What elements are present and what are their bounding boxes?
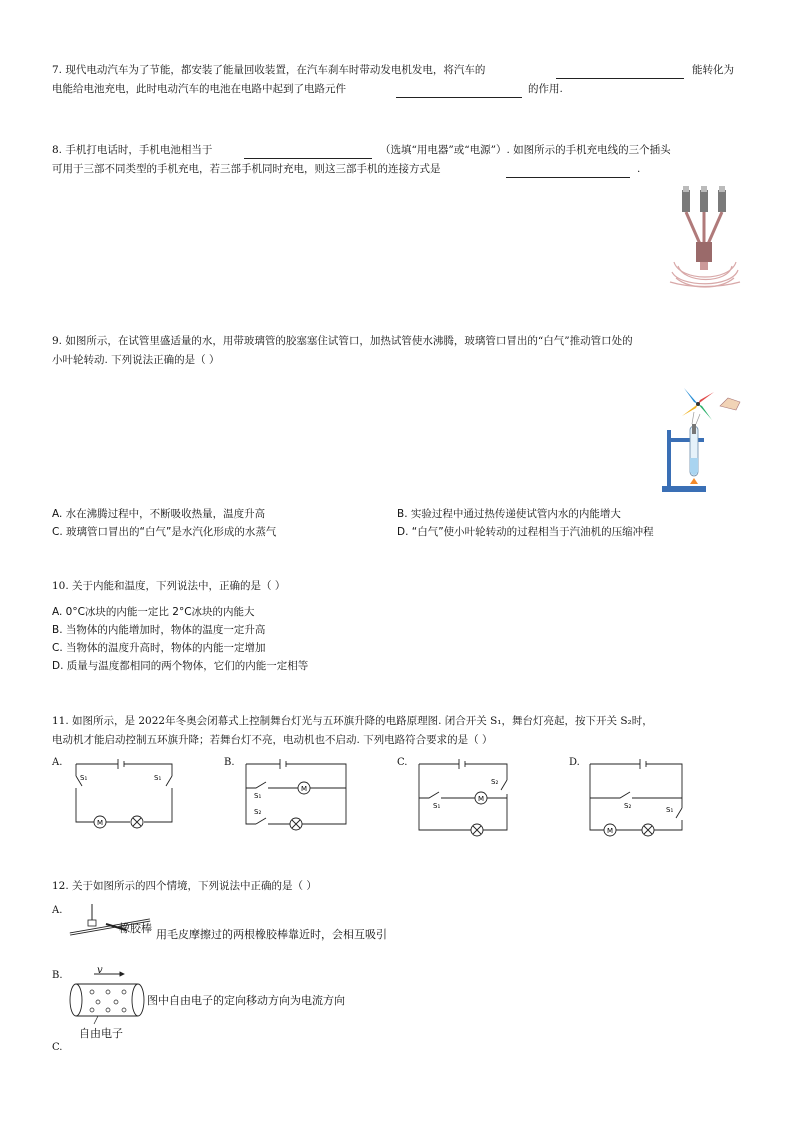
q7-blank-2[interactable] — [396, 87, 522, 98]
q11-option-a-label[interactable]: A. — [52, 757, 63, 768]
q9-option-c[interactable]: C. 玻璃管口冒出的“白气”是水汽化形成的水蒸气 — [52, 526, 277, 538]
circuit-a-motor-label: M — [97, 819, 104, 827]
q12-option-c-label[interactable]: C. — [52, 1042, 63, 1053]
q12-option-a-text[interactable]: 用毛皮摩擦过的两根橡胶棒靠近时，会相互吸引 — [156, 928, 387, 941]
circuit-a-s1-label: S₁ — [80, 774, 88, 782]
q10-option-d[interactable]: D. 质量与温度都相同的两个物体，它们的内能一定相等 — [52, 660, 309, 672]
q11-line1: 11. 如图所示，是 2022年冬奥会闭幕式上控制舞台灯光与五环旗升降的电路原理图. 闭合开关 S₁，舞台灯亮起，按下开关 S₂时， — [52, 715, 653, 727]
circuit-c-s1-label: S₁ — [433, 802, 441, 810]
circuit-b-s1-label: S₁ — [254, 792, 262, 800]
q12-a-figure-label: 橡胶棒 — [119, 922, 152, 935]
q8-line2: 可用于三部不同类型的手机充电，若三部手机同时充电，则这三部手机的连接方式是 — [52, 163, 441, 175]
q8-blank-1[interactable] — [244, 148, 372, 159]
q9-line2: 小叶轮转动. 下列说法正确的是（ ） — [52, 354, 220, 366]
q9-option-b[interactable]: B. 实验过程中通过热传递使试管内水的内能增大 — [397, 508, 621, 520]
q11-option-b-label[interactable]: B. — [224, 757, 235, 768]
q12-b-figure-label: 自由电子 — [79, 1027, 123, 1040]
circuit-a-s2-label: S₁ — [154, 774, 162, 782]
charging-cable-image — [670, 182, 740, 288]
q8-line1: 8. 手机打电话时，手机电池相当于 — [52, 144, 213, 156]
circuit-c-s2-label: S₂ — [491, 778, 499, 786]
q10-option-c[interactable]: C. 当物体的温度升高时，物体的内能一定增加 — [52, 642, 266, 654]
q12-option-b-label[interactable]: B. — [52, 970, 63, 981]
q11-option-c-label[interactable]: C. — [397, 757, 408, 768]
q12-option-a-label[interactable]: A. — [52, 905, 63, 916]
q12-title: 12. 关于如图所示的四个情境，下列说法中正确的是（ ） — [52, 880, 317, 892]
circuit-c-motor-label: M — [478, 795, 485, 803]
q10-title: 10. 关于内能和温度，下列说法中，正确的是（ ） — [52, 580, 286, 592]
circuit-d-s2-label: S₂ — [624, 802, 632, 810]
circuit-b-diagram — [240, 758, 352, 830]
q8-blank-2[interactable] — [506, 167, 630, 178]
q8-line2-end: . — [637, 163, 641, 175]
circuit-d-motor-label: M — [607, 827, 614, 835]
q7-line1: 7. 现代电动汽车为了节能，都安装了能量回收装置，在汽车刹车时带动发电机发电，将汽车的 — [52, 64, 486, 76]
q8-line1-end: （选填“用电器”或“电源”）. 如图所示的手机充电线的三个插头 — [380, 144, 671, 156]
q10-option-b[interactable]: B. 当物体的内能增加时，物体的温度一定升高 — [52, 624, 266, 636]
q7-line2-end: 的作用. — [528, 83, 563, 95]
circuit-a-diagram — [70, 758, 180, 828]
q9-line1: 9. 如图所示，在试管里盛适量的水，用带玻璃管的胶塞塞住试管口，加热试管使水沸腾，玻璃管口冒出的“白气”推动管口处的 — [52, 335, 633, 347]
circuit-c-diagram — [415, 758, 527, 834]
q10-option-a[interactable]: A. 0°C冰块的内能一定比 2°C冰块的内能大 — [52, 606, 255, 618]
wire-electrons-figure — [68, 964, 148, 1024]
q7-line1-end: 能转化为 — [692, 64, 734, 76]
q12-b-velocity-label: v — [97, 965, 103, 976]
q9-option-d[interactable]: D. “白气”使小叶轮转动的过程相当于汽油机的压缩冲程 — [397, 526, 654, 538]
q12-option-b-text[interactable]: 图中自由电子的定向移动方向为电流方向 — [147, 994, 345, 1007]
circuit-b-s2-label: S₂ — [254, 808, 262, 816]
q9-option-a[interactable]: A. 水在沸腾过程中，不断吸收热量，温度升高 — [52, 508, 266, 520]
q7-line2: 电能给电池充电，此时电动汽车的电池在电路中起到了电路元件 — [52, 83, 346, 95]
test-tube-pinwheel-image — [658, 380, 744, 498]
q11-option-d-label[interactable]: D. — [569, 757, 580, 768]
q7-blank-1[interactable] — [556, 68, 684, 79]
q11-line2: 电动机才能启动控制五环旗升降；若舞台灯不亮，电动机也不启动. 下列电路符合要求的是（ ） — [52, 734, 493, 746]
circuit-d-diagram — [586, 758, 698, 834]
circuit-b-motor-label: M — [301, 785, 308, 793]
circuit-d-s1-label: S₁ — [666, 806, 674, 814]
